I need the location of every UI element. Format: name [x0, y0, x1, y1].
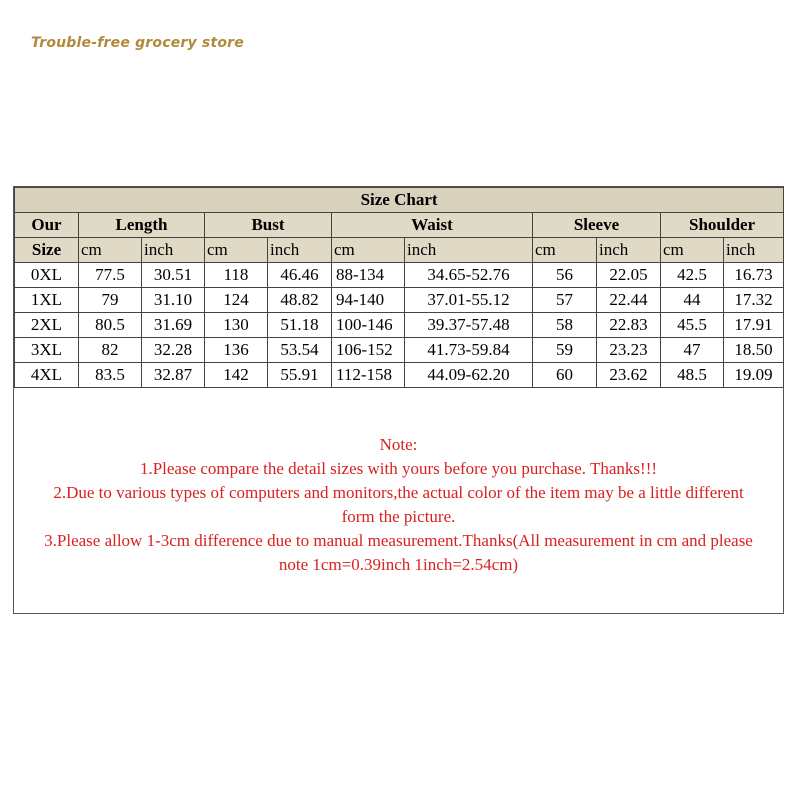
unit-inch: inch — [597, 238, 661, 263]
unit-cm: cm — [205, 238, 268, 263]
table-title: Size Chart — [15, 188, 784, 213]
table-cell: 32.87 — [142, 363, 205, 388]
table-cell: 18.50 — [724, 338, 784, 363]
note-line: 3.Please allow 1-3cm difference due to manual measurement.Thanks(All measurement in cm and please — [44, 531, 753, 550]
size-label: 0XL — [15, 263, 79, 288]
table-cell: 136 — [205, 338, 268, 363]
table-cell: 82 — [79, 338, 142, 363]
table-cell: 59 — [533, 338, 597, 363]
table-cell: 51.18 — [268, 313, 332, 338]
table-row — [15, 338, 784, 363]
table-cell: 41.73-59.84 — [405, 338, 533, 363]
size-label: 2XL — [15, 313, 79, 338]
table-cell: 48.5 — [661, 363, 724, 388]
header-bust: Bust — [205, 213, 332, 238]
table-cell: 83.5 — [79, 363, 142, 388]
header-sleeve: Sleeve — [533, 213, 661, 238]
unit-cm: cm — [661, 238, 724, 263]
note-heading: Note: — [379, 435, 418, 454]
table-cell: 16.73 — [724, 263, 784, 288]
unit-inch: inch — [142, 238, 205, 263]
table-cell: 47 — [661, 338, 724, 363]
table-cell: 94-140 — [332, 288, 405, 313]
table-row — [15, 363, 784, 388]
table-cell: 17.32 — [724, 288, 784, 313]
table-cell: 80.5 — [79, 313, 142, 338]
table-cell: 106-152 — [332, 338, 405, 363]
table-cell: 23.23 — [597, 338, 661, 363]
table-cell: 44.09-62.20 — [405, 363, 533, 388]
table-cell: 60 — [533, 363, 597, 388]
table-cell: 44 — [661, 288, 724, 313]
table-cell: 19.09 — [724, 363, 784, 388]
size-label: 3XL — [15, 338, 79, 363]
unit-cm: cm — [533, 238, 597, 263]
unit-cm: cm — [332, 238, 405, 263]
table-cell: 88-134 — [332, 263, 405, 288]
size-rows — [15, 263, 784, 388]
table-cell: 57 — [533, 288, 597, 313]
table-cell: 32.28 — [142, 338, 205, 363]
table-cell: 23.62 — [597, 363, 661, 388]
table-row — [15, 313, 784, 338]
header-shoulder: Shoulder — [661, 213, 784, 238]
size-label: 1XL — [15, 288, 79, 313]
table-cell: 112-158 — [332, 363, 405, 388]
table-cell: 58 — [533, 313, 597, 338]
unit-inch: inch — [268, 238, 332, 263]
unit-header-row — [15, 238, 784, 263]
notes-block — [14, 433, 783, 577]
size-header-bottom: Size — [15, 238, 79, 263]
size-label: 4XL — [15, 363, 79, 388]
size-chart — [13, 186, 784, 614]
unit-inch: inch — [405, 238, 533, 263]
table-cell: 34.65-52.76 — [405, 263, 533, 288]
title-row — [15, 188, 784, 213]
table-cell: 56 — [533, 263, 597, 288]
note-line: form the picture. — [341, 507, 456, 526]
table-row — [15, 263, 784, 288]
header-length: Length — [79, 213, 205, 238]
table-cell: 31.10 — [142, 288, 205, 313]
table-cell: 77.5 — [79, 263, 142, 288]
size-header-top: Our — [15, 213, 79, 238]
table-cell: 142 — [205, 363, 268, 388]
table-cell: 79 — [79, 288, 142, 313]
table-cell: 55.91 — [268, 363, 332, 388]
size-table — [14, 187, 784, 388]
table-cell: 100-146 — [332, 313, 405, 338]
unit-inch: inch — [724, 238, 784, 263]
header-waist: Waist — [332, 213, 533, 238]
table-row — [15, 288, 784, 313]
table-cell: 22.44 — [597, 288, 661, 313]
group-header-row — [15, 213, 784, 238]
note-line: 1.Please compare the detail sizes with yours before you purchase. Thanks!!! — [139, 459, 658, 478]
table-cell: 118 — [205, 263, 268, 288]
note-line: note 1cm=0.39inch 1inch=2.54cm) — [278, 555, 519, 574]
table-cell: 39.37-57.48 — [405, 313, 533, 338]
table-cell: 45.5 — [661, 313, 724, 338]
unit-cm: cm — [79, 238, 142, 263]
table-cell: 46.46 — [268, 263, 332, 288]
table-cell: 22.05 — [597, 263, 661, 288]
table-cell: 31.69 — [142, 313, 205, 338]
table-cell: 53.54 — [268, 338, 332, 363]
table-cell: 30.51 — [142, 263, 205, 288]
store-watermark: Trouble-free grocery store — [31, 35, 244, 51]
table-cell: 130 — [205, 313, 268, 338]
table-cell: 17.91 — [724, 313, 784, 338]
table-cell: 124 — [205, 288, 268, 313]
note-line: 2.Due to various types of computers and monitors,the actual color of the item may be a little different — [53, 483, 744, 502]
table-cell: 37.01-55.12 — [405, 288, 533, 313]
table-cell: 42.5 — [661, 263, 724, 288]
table-cell: 22.83 — [597, 313, 661, 338]
table-cell: 48.82 — [268, 288, 332, 313]
